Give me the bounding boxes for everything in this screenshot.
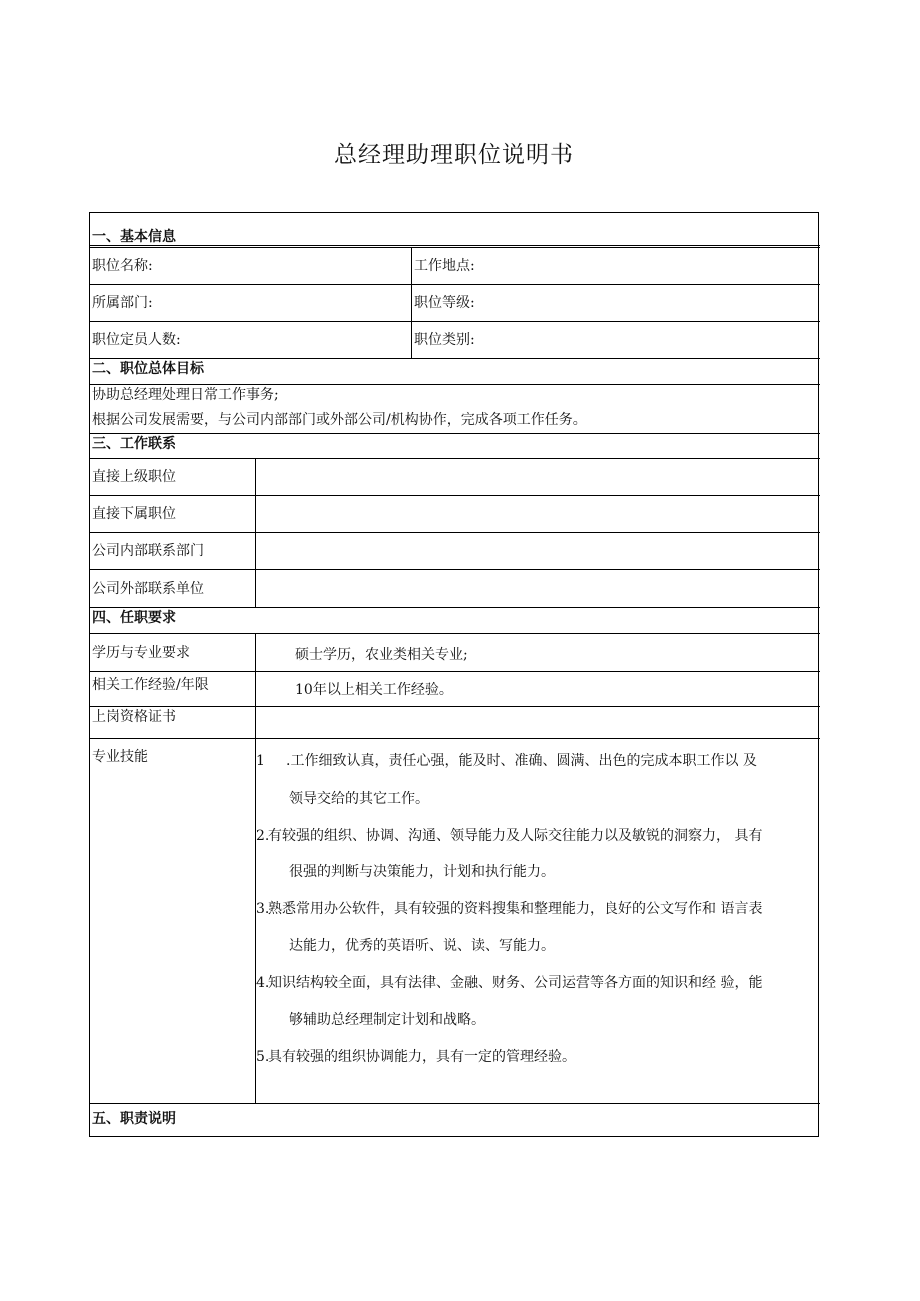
skill-text: 熟悉常用办公软件，具有较强的资料搜集和整理能力，良好的公文写作和 语言表: [268, 901, 763, 917]
skill-number: 2.: [256, 828, 270, 844]
skill-number: 3.: [256, 901, 270, 917]
skill-text-cont: 够辅助总经理制定计划和战略。: [289, 1012, 485, 1028]
department-label: 所属部门:: [92, 295, 153, 311]
section-work-relations: 三、工作联系: [92, 436, 176, 452]
relation-internal-departments: 公司内部联系部门: [92, 543, 204, 559]
skill-text: 有较强的组织、协调、沟通、领导能力及人际交往能力以及敏锐的洞察力， 具有: [268, 828, 763, 844]
skill-text-cont: 领导交给的其它工作。: [289, 791, 429, 807]
relation-direct-subordinates: 直接下属职位: [92, 506, 176, 522]
goal-line: 根据公司发展需要，与公司内部部门或外部公司/机构协作，完成各项工作任务。: [92, 412, 587, 428]
section-requirements: 四、任职要求: [92, 610, 176, 626]
skill-text: 知识结构较全面，具有法律、金融、财务、公司运营等各方面的知识和经 验，能: [268, 975, 763, 991]
section-basic-info: 一、基本信息: [92, 229, 176, 245]
experience-value: 10年以上相关工作经验。: [295, 682, 453, 698]
headcount-label: 职位定员人数:: [92, 332, 181, 348]
position-category-label: 职位类别:: [414, 332, 475, 348]
skill-number: 4.: [256, 975, 270, 991]
skill-text: .工作细致认真，责任心强，能及时、准确、圆满、出色的完成本职工作以 及: [286, 753, 757, 769]
section-duties: 五、职责说明: [92, 1111, 176, 1127]
section-overall-goal: 二、职位总体目标: [92, 361, 204, 377]
experience-label: 相关工作经验/年限: [92, 677, 209, 693]
skill-text-cont: 很强的判断与决策能力，计划和执行能力。: [289, 864, 555, 880]
goal-line: 协助总经理处理日常工作事务;: [92, 387, 279, 403]
relation-external-units: 公司外部联系单位: [92, 581, 204, 597]
position-level-label: 职位等级:: [414, 295, 475, 311]
skill-text: 具有较强的组织协调能力，具有一定的管理经验。: [268, 1049, 576, 1065]
skill-number: 5.: [256, 1049, 270, 1065]
relation-direct-superior: 直接上级职位: [92, 469, 176, 485]
work-location-label: 工作地点:: [414, 258, 475, 274]
education-value: 硕士学历，农业类相关专业;: [295, 647, 468, 663]
skills-label: 专业技能: [92, 749, 148, 765]
certificate-label: 上岗资格证书: [92, 709, 176, 725]
skill-number: 1: [256, 753, 265, 769]
position-name-label: 职位名称:: [92, 258, 153, 274]
job-description-table: [89, 212, 819, 1137]
page-title: 总经理助理职位说明书: [334, 142, 574, 168]
skill-text-cont: 达能力，优秀的英语听、说、读、写能力。: [289, 938, 555, 954]
education-label: 学历与专业要求: [92, 645, 190, 661]
